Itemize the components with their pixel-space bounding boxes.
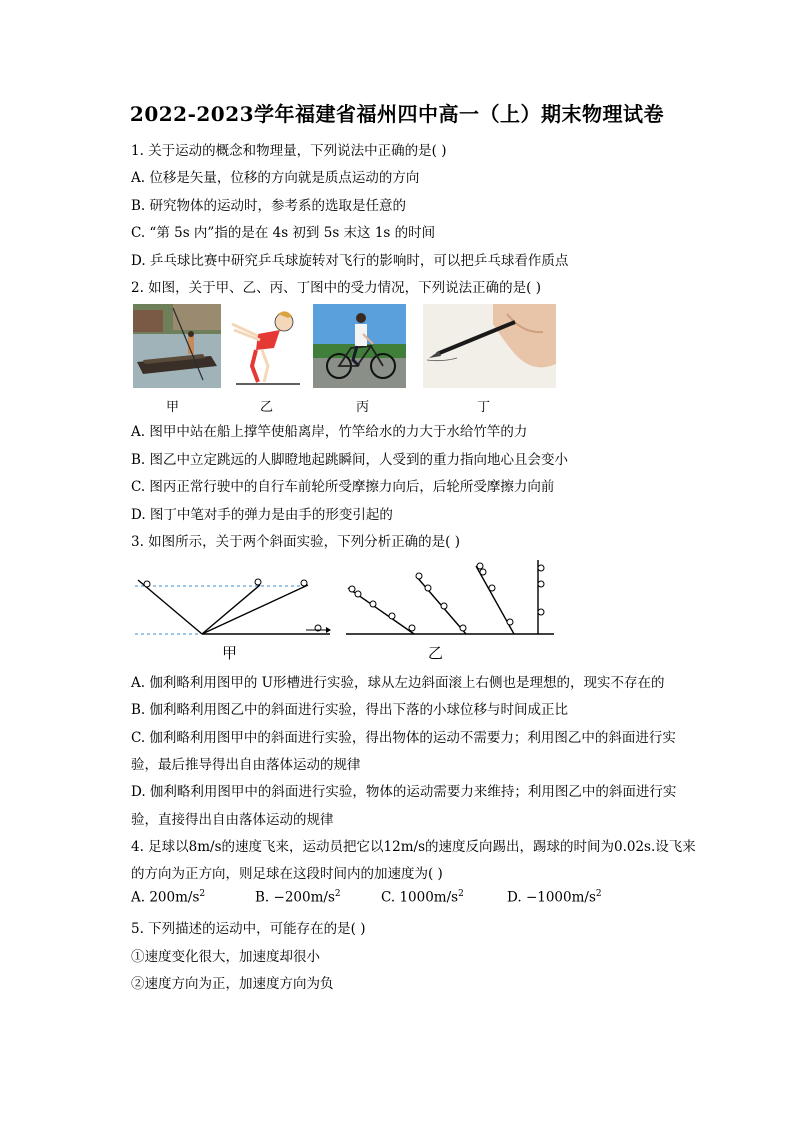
question-3-option-a: A. 伽利略利用图甲的 U形槽进行实验，球从左边斜面滚上右侧也是理想的，现实不存在的: [131, 675, 665, 691]
boat-photo: [133, 304, 221, 388]
question-4-stem: 4. 足球以8m/s的速度飞来，运动员把它以12m/s的速度反向踢出，踢球的时间为0.02s.设飞来: [131, 839, 696, 855]
question-1-option-b: B. 研究物体的运动时，参考系的选取是任意的: [131, 198, 407, 214]
question-4-option-d: D. $-1000m/s^2$: [507, 889, 602, 906]
question-3-option-d: D. 伽利略利用图甲中的斜面进行实验，物体的运动需要力来维持；利用图乙中的斜面进行实: [131, 784, 677, 800]
question-3-option-d-cont: 验，直接得出自由落体运动的规律: [131, 812, 334, 828]
question-4-option-b: B. $-200m/s^2$: [255, 889, 341, 906]
question-3-option-c: C. 伽利略利用图甲中的斜面进行实验，得出物体的运动不需要力；利用图乙中的斜面进行实: [131, 730, 676, 746]
figure-label-jia-3: 甲: [222, 644, 238, 662]
jumper-drawing: [228, 304, 304, 388]
question-1-option-d: D. 乒乓球比赛中研究乒乓球旋转对飞行的影响时，可以把乒乓球看作质点: [131, 253, 569, 269]
question-4-option-a: A. $200m/s^2$: [131, 889, 206, 906]
page-title: 2022-2023学年福建省福州四中高一（上）期末物理试卷: [129, 102, 665, 126]
figure-label-ding: 丁: [477, 400, 491, 415]
question-2-option-d: D. 图丁中笔对手的弹力是由手的形变引起的: [131, 507, 393, 523]
question-5-item-2: ②速度方向为正，加速度方向为负: [131, 976, 334, 992]
question-5-stem: 5. 下列描述的运动中，可能存在的是( ): [131, 921, 366, 937]
question-3-option-c-cont: 验，最后推导得出自由落体运动的规律: [131, 757, 361, 773]
question-2-stem: 2. 如图，关于甲、乙、丙、丁图中的受力情况，下列说法正确的是( ): [131, 280, 541, 296]
figure-label-bing: 丙: [356, 400, 370, 415]
question-3-option-b: B. 伽利略利用图乙中的斜面进行实验，得出下落的小球位移与时间成正比: [131, 702, 569, 718]
incline-diagram: [130, 558, 560, 638]
question-3-stem: 3. 如图所示，关于两个斜面实验，下列分析正确的是( ): [131, 534, 460, 550]
question-4-options: [131, 889, 731, 909]
cyclist-photo: [313, 304, 406, 388]
question-2-option-b: B. 图乙中立定跳远的人脚瞪地起跳瞬间，人受到的重力指向地心且会变小: [131, 452, 569, 468]
figure-label-yi: 乙: [260, 400, 274, 415]
question-1-stem: 1. 关于运动的概念和物理量，下列说法中正确的是( ): [131, 143, 447, 159]
question-4-option-c: C. $1000m/s^2$: [381, 889, 464, 906]
question-2-option-a: A. 图甲中站在船上撑竿使船离岸，竹竿给水的力大于水给竹竿的力: [131, 424, 528, 440]
question-3-figures: [130, 558, 560, 663]
figure-label-jia: 甲: [166, 400, 180, 415]
pen-hand-photo: [423, 304, 556, 388]
question-2-option-c: C. 图丙正常行驶中的自行车前轮所受摩擦力向后，后轮所受摩擦力向前: [131, 479, 555, 495]
question-1-option-c: C. “第 5s 内”指的是在 4s 初到 5s 末这 1s 的时间: [131, 225, 436, 241]
question-4-stem-cont: 的方向为正方向，则足球在这段时间内的加速度为( ): [131, 866, 443, 882]
question-1-option-a: A. 位移是矢量，位移的方向就是质点运动的方向: [131, 170, 420, 186]
question-2-figures: [130, 304, 560, 414]
figure-label-yi-3: 乙: [428, 644, 444, 662]
question-5-item-1: ①速度变化很大，加速度却很小: [131, 949, 320, 965]
